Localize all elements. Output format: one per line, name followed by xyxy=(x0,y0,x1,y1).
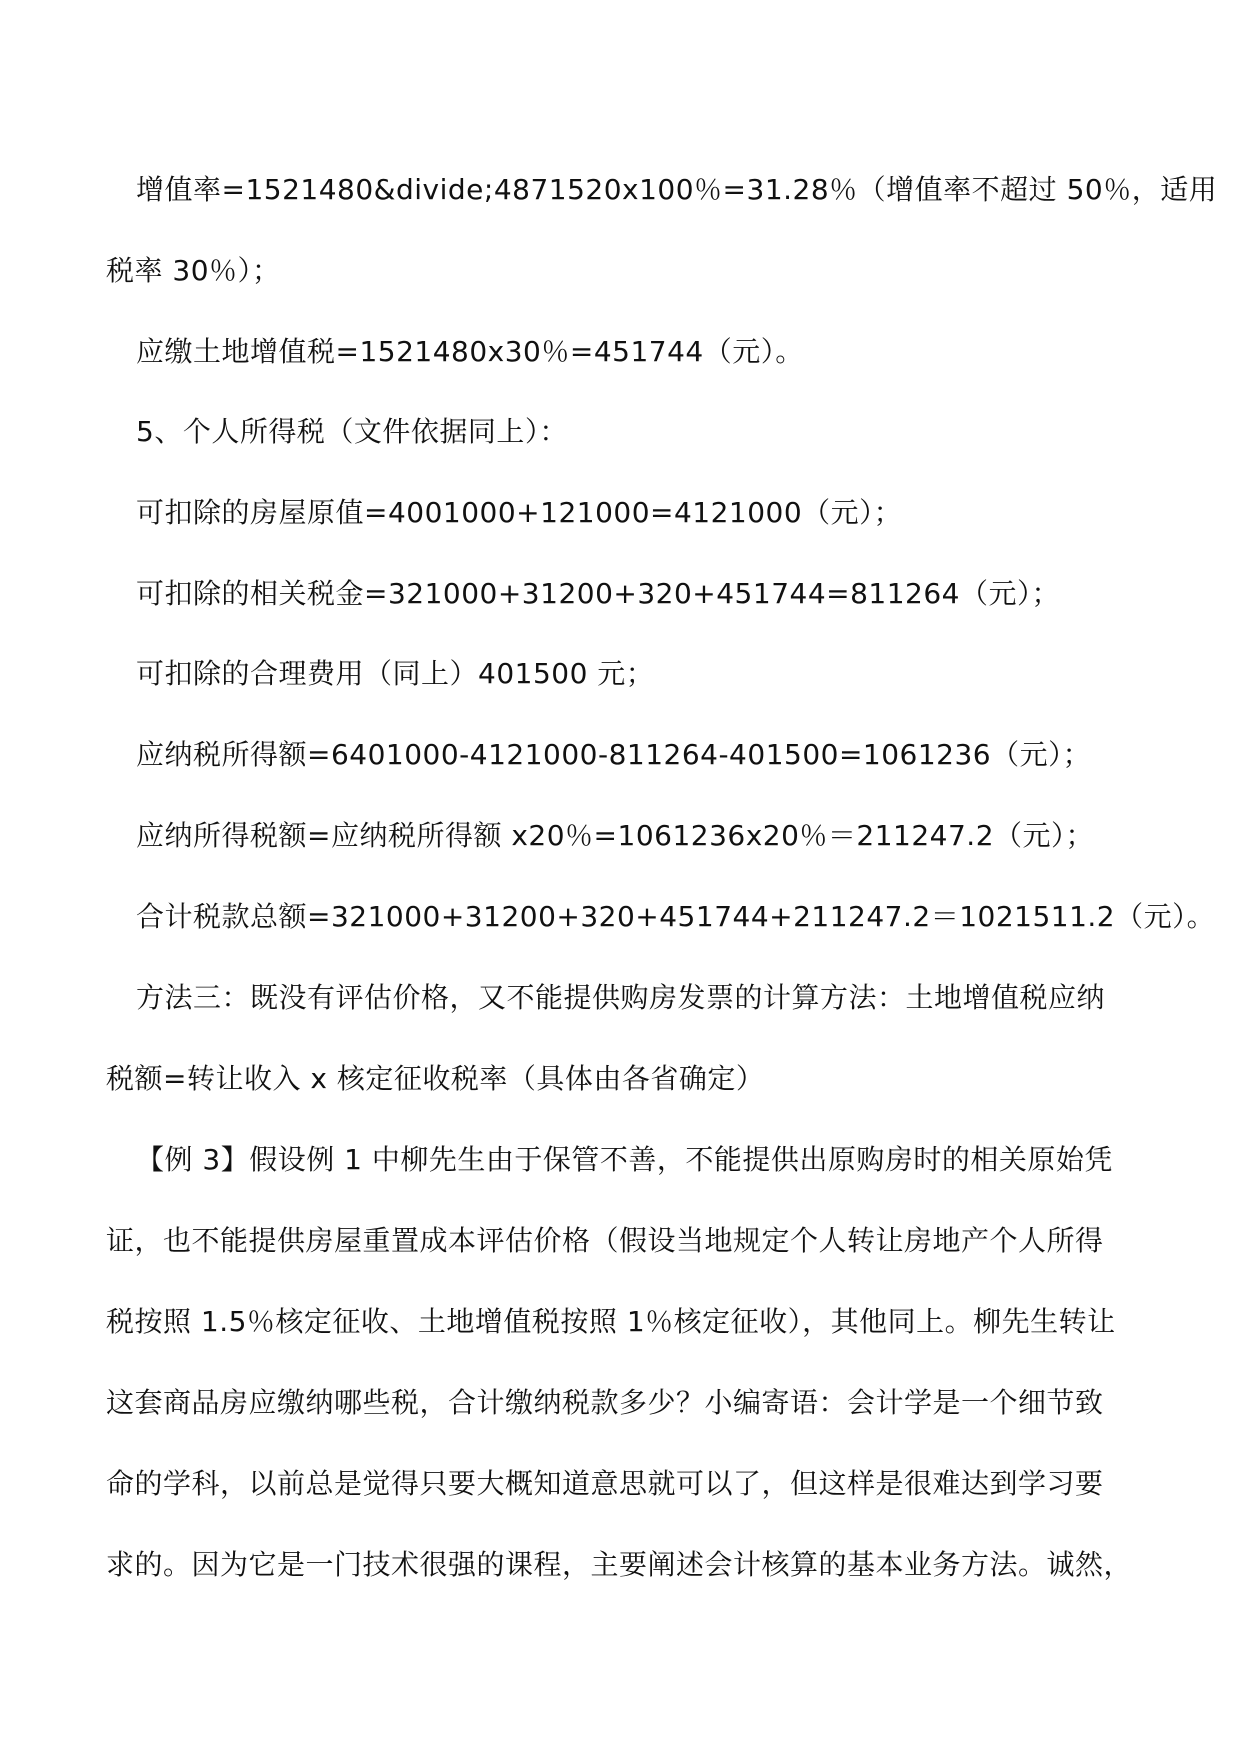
text-line: 证，也不能提供房屋重置成本评估价格（假设当地规定个人转让房地产个人所得 xyxy=(106,1224,1104,1257)
text-line: 应纳税所得额=6401000-4121000-811264-401500=1061236（元）； xyxy=(136,738,1092,771)
text-line: 方法三：既没有评估价格，又不能提供购房发票的计算方法：土地增值税应纳 xyxy=(136,981,1106,1014)
text-line: 这套商品房应缴纳哪些税，合计缴纳税款多少？小编寄语：会计学是一个细节致 xyxy=(106,1386,1104,1419)
text-line: 税率 30％）； xyxy=(106,254,281,287)
text-line: 合计税款总额=321000+31200+320+451744+211247.2＝1021511.2（元）。 xyxy=(136,900,1216,933)
text-line: 增值率=1521480&divide;4871520x100％=31.28％（增值率不超过 50％，适用 xyxy=(136,173,1218,206)
text-line: 可扣除的房屋原值=4001000+121000=4121000（元）； xyxy=(136,496,903,529)
text-line: 5、个人所得税（文件依据同上）： xyxy=(136,415,568,448)
text-line: 可扣除的合理费用（同上）401500 元； xyxy=(136,657,655,690)
text-line: 可扣除的相关税金=321000+31200+320+451744=811264（元）； xyxy=(136,577,1060,610)
text-line: 应缴土地增值税=1521480x30％=451744（元）。 xyxy=(136,335,804,368)
text-line: 求的。因为它是一门技术很强的课程，主要阐述会计核算的基本业务方法。诚然， xyxy=(106,1548,1133,1581)
text-line: 命的学科，以前总是觉得只要大概知道意思就可以了，但这样是很难达到学习要 xyxy=(106,1467,1104,1500)
text-line: 【例 3】假设例 1 中柳先生由于保管不善，不能提供出原购房时的相关原始凭 xyxy=(136,1143,1113,1176)
text-line: 税额=转让收入 x 核定征收税率（具体由各省确定） xyxy=(106,1062,765,1095)
text-line: 应纳所得税额=应纳税所得额 x20％=1061236x20％＝211247.2（元）； xyxy=(136,819,1095,852)
text-line: 税按照 1.5％核定征收、土地增值税按照 1％核定征收），其他同上。柳先生转让 xyxy=(106,1305,1116,1338)
